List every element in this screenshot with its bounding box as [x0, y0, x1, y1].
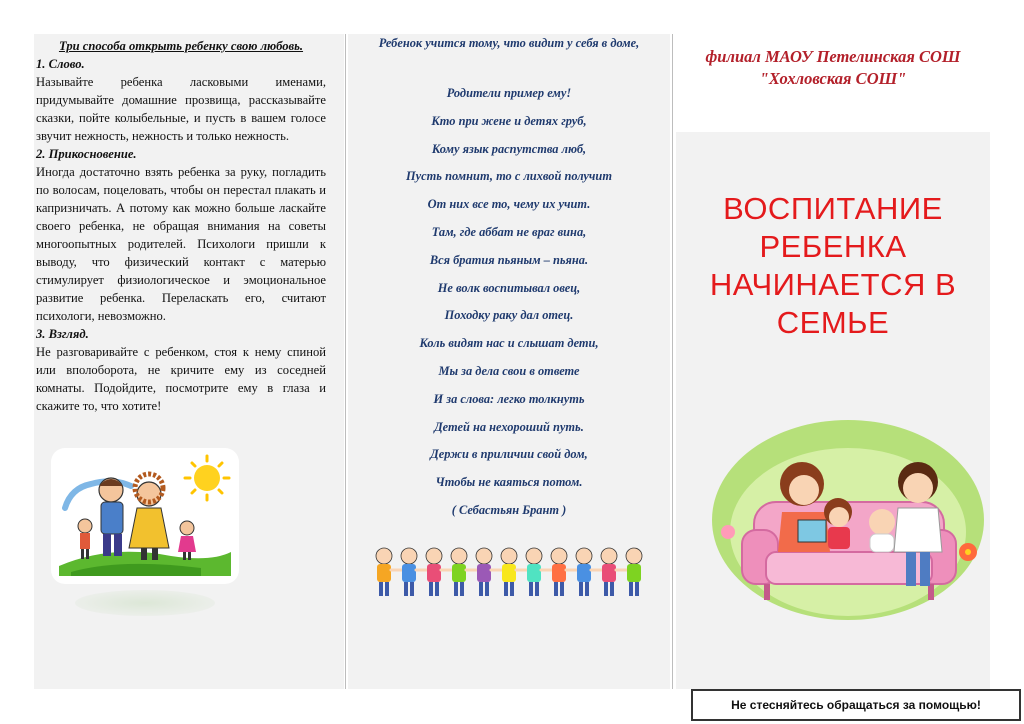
section-1-title: 1. Слово. — [36, 57, 85, 71]
poem-line: Пусть помнит, то с лихвой получит — [406, 169, 612, 184]
child-figure — [501, 548, 527, 596]
child-figure — [401, 548, 427, 596]
title-line: СЕМЬЕ — [776, 305, 890, 340]
fold-divider-right — [672, 34, 673, 689]
child-figure — [476, 548, 502, 596]
child-figure — [426, 548, 452, 596]
poem-line: Там, где аббат не враг вина, — [431, 224, 587, 239]
fold-divider-left — [345, 34, 346, 689]
left-heading: Три способа открыть ребенку свою любовь. — [58, 39, 304, 53]
poem-line: И за слова: легко толкнуть — [433, 391, 585, 406]
poem-line: От них все то, чему их учит. — [427, 197, 591, 212]
section-1-text: Называйте ребенка ласковыми именами, придумывайте домашние прозвища, рассказывайте сказки, пойте колыбельные, и пусть в вашем голосе звучит нежность, нежность и только нежность. — [36, 75, 326, 143]
poem-line: Ребенок учится тому, что видит у себя в доме, — [378, 36, 640, 50]
title-line: РЕБЕНКА — [759, 229, 907, 264]
right-panel — [676, 34, 990, 689]
poem-line: Кому язык распутства люб, — [431, 141, 587, 156]
branch-header — [676, 34, 990, 132]
poem-line: Коль видят нас и слышат дети, — [419, 336, 599, 351]
poem-line: Вся братия пьяным – пьяна. — [429, 252, 589, 267]
poem-line: Родители пример ему! — [446, 86, 572, 100]
branch-name — [676, 46, 990, 90]
poem-line: Чтобы не каяться потом. — [435, 475, 583, 490]
child-figure — [526, 548, 552, 596]
child-figure — [551, 548, 577, 596]
poem — [348, 36, 670, 531]
poem-line: Походку раку дал отец. — [444, 308, 574, 323]
child-figure — [376, 548, 402, 596]
section-2-title: 2. Прикосновение. — [36, 147, 137, 161]
poem-line: Держи в приличии свой дом, — [430, 447, 588, 462]
child-figure — [626, 548, 642, 596]
section-3-text: Не разговаривайте с ребенком, стоя к нему спиной или вполоборота, не кричите ему из соседней комнаты. Подойдите, посмотрите ему в глаза и скажите то, что хотите! — [36, 345, 326, 413]
footer-banner — [691, 689, 1021, 721]
family-drawing-illustration — [51, 448, 239, 584]
section-2-text: Иногда достаточно взять ребенка за руку, погладить по волосам, поцеловать, чтобы он перестал плакать и капризничать. А потому как можно больше ласкайте своего ребенка, не обращая внимания на советы многоопытных родителей. Психологи пришли к выводу, что физический контакт с матерью стимулирует физиологическое и эмоциональное развитие ребенка. Переласкать его, считают психологи, невозможно. — [36, 165, 326, 323]
footer-text: Не стесняйтесь обращаться за помощью! — [731, 698, 981, 712]
poem-author: ( Себастьян Брант ) — [451, 502, 567, 517]
child-figure — [601, 548, 627, 596]
poem-line: Детей на нехороший путь. — [434, 419, 584, 434]
illustration-reflection — [75, 590, 215, 616]
main-title — [676, 190, 990, 342]
branch-line-1: филиал МАОУ Петелинская СОШ — [705, 47, 961, 66]
left-text-block — [36, 37, 326, 415]
child-figure — [451, 548, 477, 596]
middle-panel — [348, 34, 670, 689]
left-panel — [34, 34, 344, 689]
title-line: ВОСПИТАНИЕ — [723, 191, 943, 226]
poem-line: Мы за дела свои в ответе — [438, 363, 580, 378]
family-on-sofa-icon — [706, 402, 990, 632]
title-line: НАЧИНАЕТСЯ В — [709, 267, 957, 302]
children-holding-hands-icon — [372, 540, 652, 610]
branch-line-2: "Хохловская СОШ" — [759, 69, 907, 88]
poem-line: Не волк воспитывал овец, — [437, 280, 581, 295]
poem-line: Кто при жене и детях груб, — [431, 113, 587, 128]
family-drawing-icon — [51, 448, 239, 584]
section-3-title: 3. Взгляд. — [36, 327, 89, 341]
child-figure — [576, 548, 602, 596]
